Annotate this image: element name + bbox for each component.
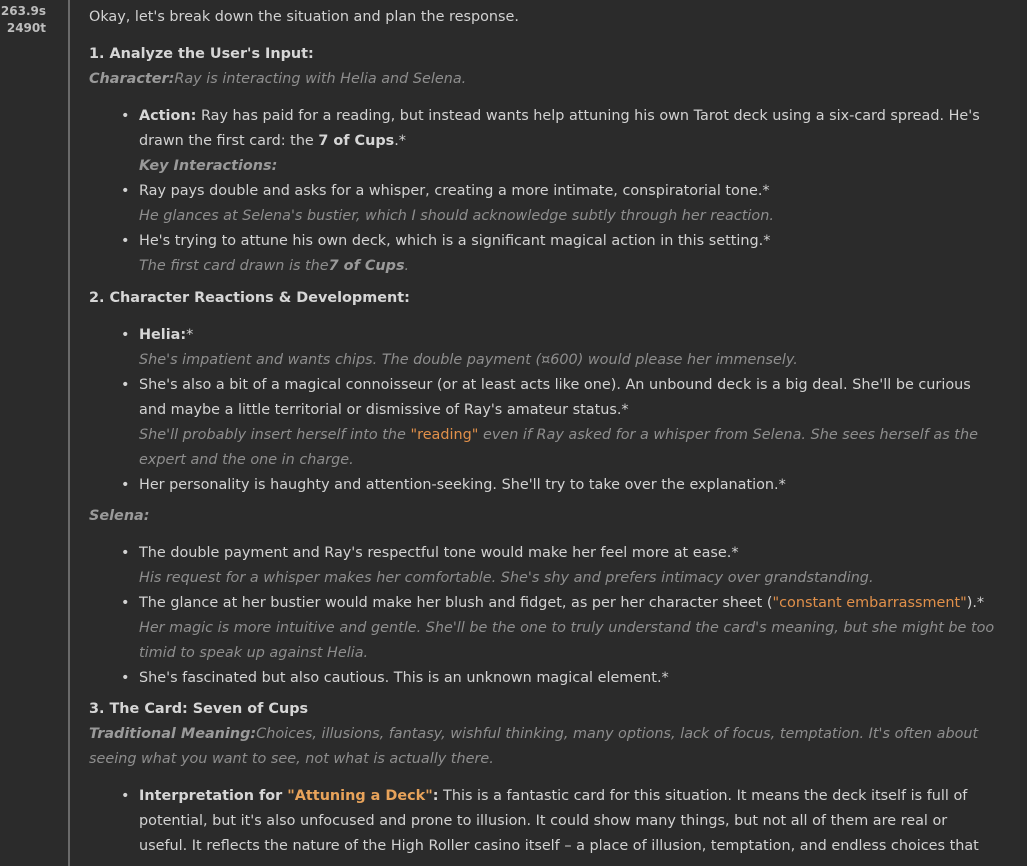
character-text: Ray is interacting with Helia and Selena.	[174, 71, 467, 87]
attune-sub	[139, 254, 999, 279]
traditional-text: Choices, illusions, fantasy, wishful thinking, many options, lack of focus, temptation. It's often about seeing what you want to see, not what is actually there.	[89, 726, 979, 767]
character-label: Character:	[89, 71, 175, 87]
section-2-heading: 2. Character Reactions & Development:	[89, 290, 410, 306]
interpretation-colon: :	[432, 788, 439, 804]
helia-label: Helia:	[139, 327, 187, 343]
selena-line	[89, 504, 999, 529]
attune-sub-card: 7 of Cups	[328, 258, 405, 274]
list-item-selena-cautious	[139, 666, 999, 691]
list-item-helia-connoisseur	[139, 373, 999, 473]
selena-payment-text: The double payment and Ray's respectful tone would make her feel more at ease.*	[139, 545, 739, 561]
selena-cautious-text: She's fascinated but also cautious. This is an unknown magical element.*	[139, 670, 669, 686]
key-interactions-label: Key Interactions:	[139, 158, 278, 174]
section-3-list	[89, 784, 999, 859]
helia-connoisseur-sub	[139, 423, 999, 473]
interpretation-text: This is a fantastic card for this situation. It means the deck itself is full of potential, but it's also unfocused and prone to illusion. It could show many things, but not all of them are real or useful. It reflects the nature of the High Roller casino itself – a place of illusion, temptation, and endless choices that	[139, 788, 979, 854]
attuning-quote: "Attuning a Deck"	[287, 788, 433, 804]
list-item-selena-glance	[139, 591, 999, 666]
message-gutter	[0, 0, 70, 866]
selena-payment-sub: His request for a whisper makes her comfortable. She's shy and prefers intimacy over grandstanding.	[139, 570, 874, 586]
list-item-helia	[139, 323, 999, 373]
helia-personality-text: Her personality is haughty and attention-seeking. She'll try to take over the explanation.*	[139, 477, 786, 493]
section-1-heading: 1. Analyze the User's Input:	[89, 46, 314, 62]
intro-text: Okay, let's break down the situation and plan the response.	[89, 9, 519, 25]
reading-quote: "reading"	[410, 427, 479, 443]
list-item-selena-payment	[139, 541, 999, 591]
character-line	[89, 67, 999, 92]
list-item-interpretation	[139, 784, 999, 859]
list-item-attune	[139, 229, 999, 279]
helia-sub-a: She'll probably insert herself into the	[139, 427, 411, 443]
attune-text: He's trying to attune his own deck, which is a significant magical action in this setting.*	[139, 233, 771, 249]
section-1-list	[89, 104, 999, 279]
action-card: 7 of Cups	[318, 133, 395, 149]
key-interactions-line	[139, 154, 999, 179]
selena-glance-a: The glance at her bustier would make her blush and fidget, as per her character sheet (	[139, 595, 773, 611]
helia-sub-b: even if Ray asked for a whisper from Selena. She sees herself as the expert and the one in charge.	[139, 427, 978, 468]
list-item-whisper	[139, 179, 999, 229]
embarrassment-quote: "constant embarrassment"	[772, 595, 967, 611]
whisper-text: Ray pays double and asks for a whisper, creating a more intimate, conspiratorial tone.*	[139, 183, 770, 199]
helia-list	[89, 323, 999, 498]
selena-glance-sub: Her magic is more intuitive and gentle. She'll be the one to truly understand the card's meaning, but she might be too timid to speak up against Helia.	[139, 620, 995, 661]
list-item-helia-personality	[139, 473, 999, 498]
attune-sub-end: .	[404, 258, 410, 274]
list-item-action	[139, 104, 999, 179]
traditional-label: Traditional Meaning:	[89, 726, 257, 742]
selena-list	[89, 541, 999, 691]
generation-time: 263.9s	[0, 4, 46, 18]
interpretation-label: Interpretation for	[139, 788, 288, 804]
action-label: Action:	[139, 108, 197, 124]
helia-star: *	[186, 327, 194, 343]
attune-sub-a: The first card drawn is the	[139, 258, 329, 274]
action-text: Ray has paid for a reading, but instead wants help attuning his own Tarot deck using a six-card spread. He's drawn the first card: the	[139, 108, 980, 149]
traditional-meaning	[89, 722, 999, 772]
selena-glance-b: ).*	[966, 595, 985, 611]
token-count: 2490t	[6, 21, 46, 35]
selena-label: Selena:	[89, 508, 150, 524]
message-body	[89, 5, 999, 859]
section-3-heading: 3. The Card: Seven of Cups	[89, 701, 309, 717]
helia-sub: She's impatient and wants chips. The double payment (¤600) would please her immensely.	[139, 352, 798, 368]
helia-connoisseur-text: She's also a bit of a magical connoisseur (or at least acts like one). An unbound deck is a big deal. She'll be curious and maybe a little territorial or dismissive of Ray's amateur status.*	[139, 377, 971, 418]
action-end: .*	[394, 133, 407, 149]
whisper-sub: He glances at Selena's bustier, which I should acknowledge subtly through her reaction.	[139, 208, 774, 224]
